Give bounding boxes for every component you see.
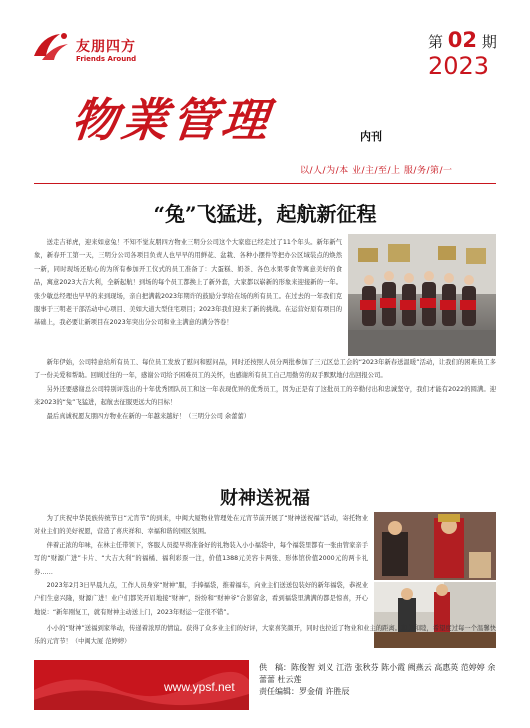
article2-title: 财神送祝福	[220, 488, 310, 509]
article1-body-top	[34, 236, 342, 330]
masthead-title: 物業管理	[68, 93, 275, 147]
issue-suffix: 期	[481, 33, 497, 51]
editor-label: 责任编辑：	[259, 687, 299, 696]
article2-paragraph: 为了庆祝中华民族传统节日“元宵节”的到来，中闽大厦物业管理处在元宵节前开展了“财神送祝福”活动，寄托物业对业主们的美好祝愿，营造了喜庆祥和、幸福和谐的园区氛围。	[34, 515, 368, 536]
slogan: 以/人/为/本 业/主/至/上 服/务/第/一	[300, 166, 453, 176]
article2-closing: 小小的“财神”送福到家举动，传递着浓厚的情谊。获得了众多业主们的好评，大家喜笑颜开，同时也拉近了物业和业主的距离。和美和睦，希望度过每一个温馨快乐的元宵节！（中闽大厦 范婷婷）	[34, 625, 496, 646]
article1-paragraph: 新年伊始，公司特意给所有员工、每位员工发放了慰问和慰问品，同时还按照人员分两批参加了三元区总工会的“2023年新春送温暖”活动，让我们的困难员工多了一份关爱和帮助。回顾过往的一年，感谢公司给予困难员工的关怀，也感谢所有员工自己用勤劳的双手默默地付出回报公司。	[34, 359, 496, 380]
article2-paragraph: 伴着正浓的年味，在林主任带领下，客服人员提早将准备好的礼物装入小小福袋中，每个福袋里都有一张由管家亲手写的“财源广进”卡片、“大吉大利”的福橘、福利彩票一注，价值1388元美容卡两张、形体馆价值2000元的两卡礼券……	[34, 541, 368, 576]
contributors-line	[259, 662, 499, 686]
caishen-photo	[374, 512, 496, 580]
logo-english-name: Friends Around	[76, 55, 137, 63]
footer-banner	[34, 660, 249, 710]
issue-number	[428, 28, 497, 52]
issue-year: 2023	[428, 52, 490, 80]
contributors-names: 陈俊智 刘义 江浩 张秋芬 陈小霞 阙燕云 高惠英 范婷婷 余蕾蕾 杜云莲	[259, 663, 496, 684]
footer	[34, 660, 496, 710]
article2-paragraph: 2023年2月3日早晨九点，工作人员身穿“财神”服，手捧福袋，推着福车，向业主们送送包装好的新年福袋，恭祝业户们生意兴隆，财源广进！业户们都笑开眉地接“财神”，纷纷和“财神爷”合影留念，看到福袋里满满的都是惊喜，开心地说：“新年刚复工，就有财神主动送上门，2023年财运一定很不错”。	[34, 582, 368, 616]
header-divider	[34, 183, 496, 184]
article1-paragraph: 送走吉祥虎，迎来如意兔！不知不觉友朋四方物业三明分公司这个大家庭已经走过了11个年头。新年新气象，新春开工第一天，三明分公司各项目负责人也早早的用鲜花、盆栽、各种小摆件等把办公区域装点的焕然一新，同时现场还贴心的为所有参加开工仪式的员工准备了：大蛋糕、奶茶、各色水果零食等寓意美好的食品，寓意2023大吉大利，全新起航！到场的每个员工都换上了新外套，大家都以崭新的形象来迎接新的一年。张少敏总经理也早早的来到现场，亲自把满载2023年期许的鼓励分享给在场的所有员工。在过去的一年我们克服事于三明老干部活动中心项目、美如大道大型住宅项目；2023年我们迎来了新的挑战。在运营好原有项目的基础上，我必要让新项目在2023年突出分公司和业主满意的满分答卷！	[34, 239, 342, 327]
article1-closing: 最后真诚祝愿友朋四方物业在新的一年越来越好！（三明分公司 余蕾蕾）	[46, 412, 251, 420]
article2-body-bottom	[34, 622, 496, 649]
credits	[259, 662, 499, 698]
staff-group-photo	[348, 234, 496, 356]
editor-names: 罗金倩 许胜辰	[299, 687, 350, 696]
company-logo	[30, 30, 180, 70]
article2-body-top	[34, 512, 368, 619]
contributors-label: 供 稿：	[259, 663, 291, 672]
logo-mark-icon	[30, 30, 72, 66]
issue-num: 02	[447, 28, 478, 52]
article1-body-bottom	[34, 356, 496, 423]
website-link[interactable]: www.ypsf.net	[164, 680, 235, 694]
issue-prefix: 第	[428, 33, 444, 51]
logo-chinese-name: 友朋四方	[76, 39, 136, 55]
article1-title: “兔”飞猛进，起航新征程	[153, 202, 377, 226]
editor-line	[259, 686, 499, 698]
article1-paragraph: 另外还要感谢总公司特别评选出的十年优秀团队员工和这一年表现优异的优秀员工，因为正是有了这批员工的辛勤付出和忠诚坚守，我们才能有2022的圆满。迎来2023的“兔”飞猛进，起航去征服更远大的目标！	[34, 385, 496, 407]
internal-publication-label: 内刊	[360, 130, 382, 143]
